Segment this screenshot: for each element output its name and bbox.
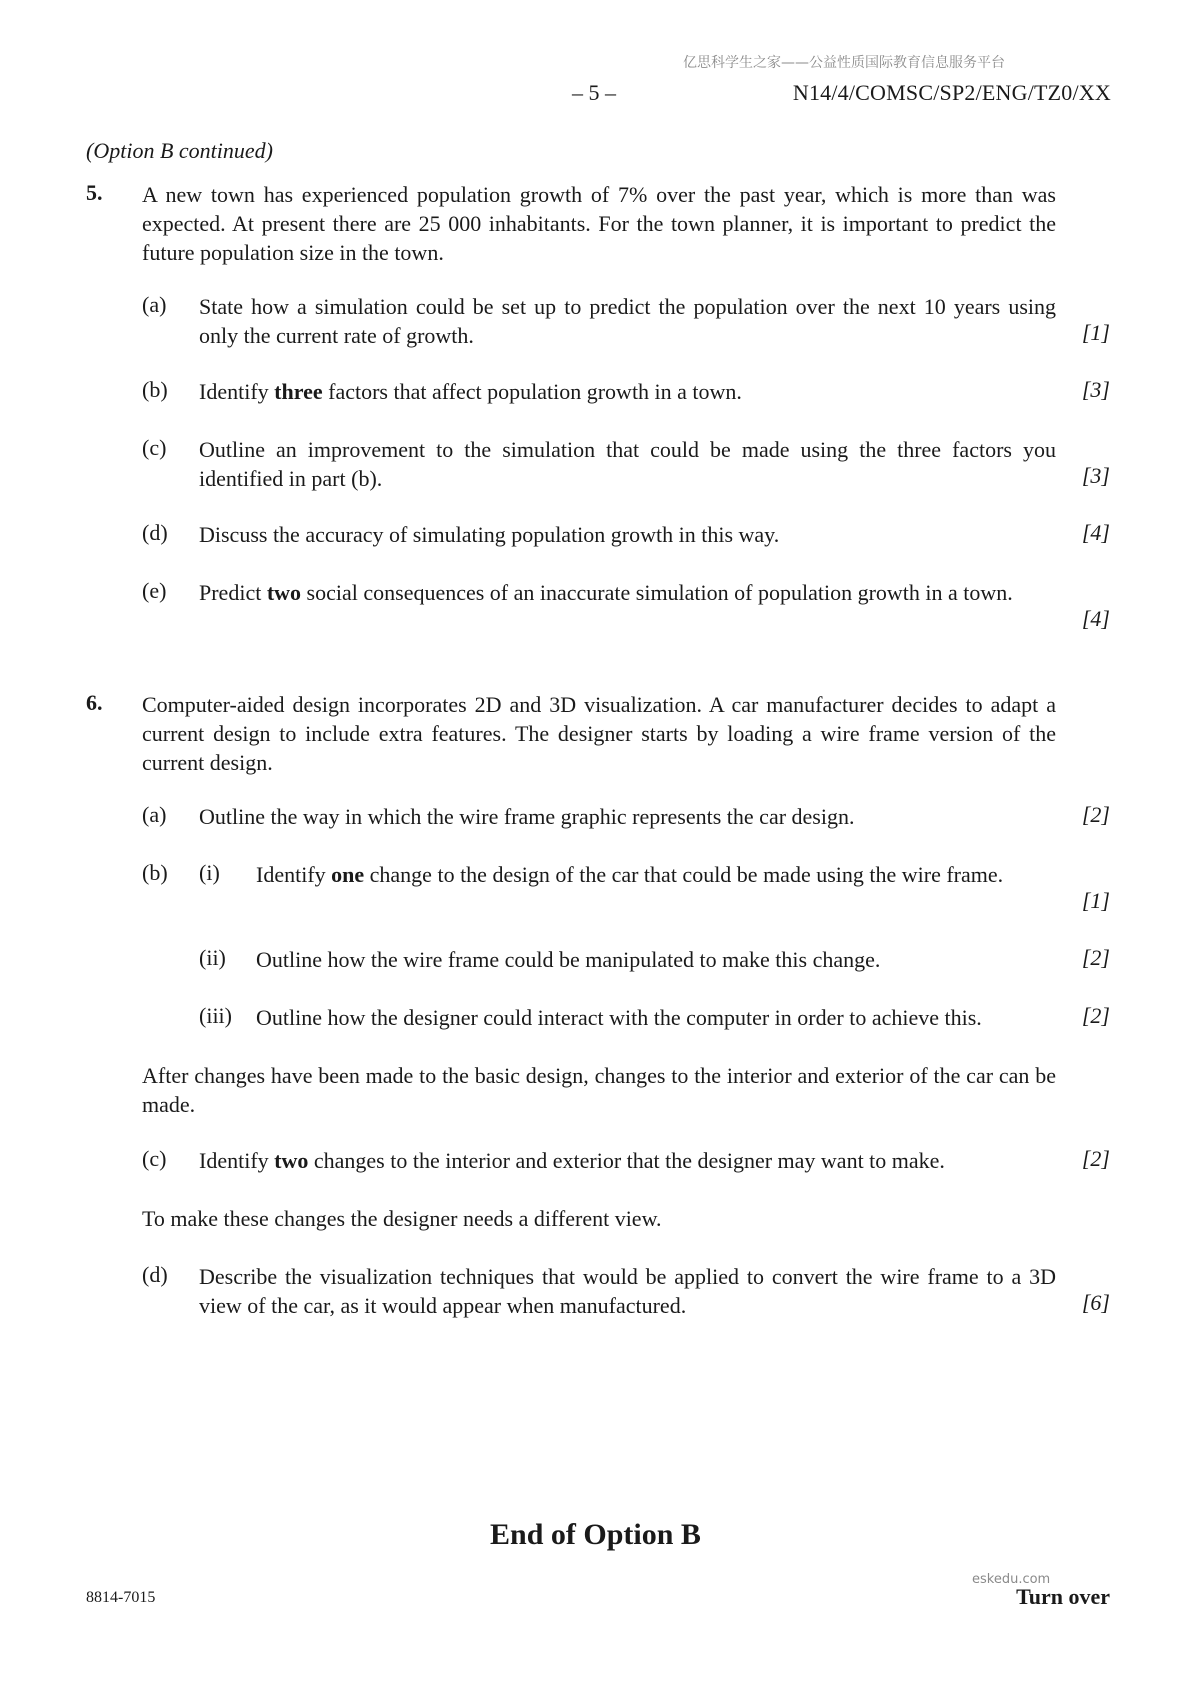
q5-part-d-label: (d): [142, 520, 168, 545]
question-5-stem: A new town has experienced population growth of 7% over the past year, which is more than was expected. At present there are 25 000 inhabitants. For the town planner, it is important to predict the future population size in the town.: [142, 182, 1056, 265]
q5-part-a-label: (a): [142, 292, 167, 317]
header-watermark: 亿思科学生之家——公益性质国际教育信息服务平台: [683, 55, 1005, 71]
page-number: – 5 –: [572, 80, 616, 105]
q6-part-d-marks: [6]: [1081, 1290, 1110, 1315]
q5-part-b-marks: [3]: [1081, 377, 1110, 402]
q6-part-b-iii-marks: [2]: [1081, 1003, 1110, 1028]
q5-part-c-label: (c): [142, 435, 167, 460]
q5-part-d-text: Discuss the accuracy of simulating population growth in this way.: [199, 522, 780, 547]
footer-code: 8814-7015: [86, 1589, 156, 1606]
q6-part-c-label: (c): [142, 1146, 167, 1171]
q6-part-b-ii-label: (ii): [199, 945, 226, 970]
q5-part-b-text: Identify three factors that affect population growth in a town.: [199, 379, 742, 404]
q6-part-a-label: (a): [142, 802, 167, 827]
option-continued-label: (Option B continued): [86, 138, 273, 163]
q5-part-d-marks: [4]: [1081, 520, 1110, 545]
q5-part-a-text: State how a simulation could be set up to predict the population over the next 10 years using only the current rate of growth.: [199, 294, 1056, 348]
question-6-number: 6.: [86, 690, 103, 715]
q6-interlude-2: To make these changes the designer needs a different view.: [142, 1206, 662, 1231]
q6-part-b-iii-text: Outline how the designer could interact with the computer in order to achieve this.: [256, 1005, 982, 1030]
q5-part-c-text: Outline an improvement to the simulation that could be made using the three factors you identified in part (b).: [199, 437, 1056, 491]
q6-part-b-ii-text: Outline how the wire frame could be manipulated to make this change.: [256, 947, 881, 972]
q6-interlude-1: After changes have been made to the basic design, changes to the interior and exterior of the car can be made.: [142, 1063, 1056, 1117]
q6-part-a-text: Outline the way in which the wire frame graphic represents the car design.: [199, 804, 855, 829]
question-6-stem: Computer-aided design incorporates 2D and 3D visualization. A car manufacturer decides to adapt a current design to include extra features. The designer starts by loading a wire frame version of the current design.: [142, 692, 1056, 775]
q6-part-b-ii-marks: [2]: [1081, 945, 1110, 970]
q6-part-b-iii-label: (iii): [199, 1003, 232, 1028]
q5-part-b-label: (b): [142, 377, 168, 402]
q6-part-b-label: (b): [142, 860, 168, 885]
q5-part-e-label: (e): [142, 578, 167, 603]
q6-part-c-text: Identify two changes to the interior and exterior that the designer may want to make.: [199, 1148, 945, 1173]
q5-part-c-marks: [3]: [1081, 463, 1110, 488]
q6-part-d-text: Describe the visualization techniques that would be applied to convert the wire frame to a 3D view of the car, as it would appear when manufactured.: [199, 1264, 1056, 1318]
q6-part-a-marks: [2]: [1081, 802, 1110, 827]
q6-part-c-marks: [2]: [1081, 1146, 1110, 1171]
document-code: N14/4/COMSC/SP2/ENG/TZ0/XX: [792, 80, 1111, 105]
q5-part-a-marks: [1]: [1081, 320, 1110, 345]
question-5-number: 5.: [86, 180, 103, 205]
turn-over-label: Turn over: [1016, 1584, 1110, 1609]
end-of-option-heading: End of Option B: [490, 1518, 701, 1551]
q5-part-e-marks: [4]: [1081, 606, 1110, 631]
q6-part-b-i-marks: [1]: [1081, 888, 1110, 913]
q6-part-d-label: (d): [142, 1262, 168, 1287]
q5-part-e-text: Predict two social consequences of an inaccurate simulation of population growth in a town.: [199, 580, 1013, 605]
q6-part-b-i-text: Identify one change to the design of the car that could be made using the wire frame.: [256, 862, 1004, 887]
footer-watermark: eskedu.com: [972, 1572, 1051, 1587]
q6-part-b-i-label: (i): [199, 860, 220, 885]
